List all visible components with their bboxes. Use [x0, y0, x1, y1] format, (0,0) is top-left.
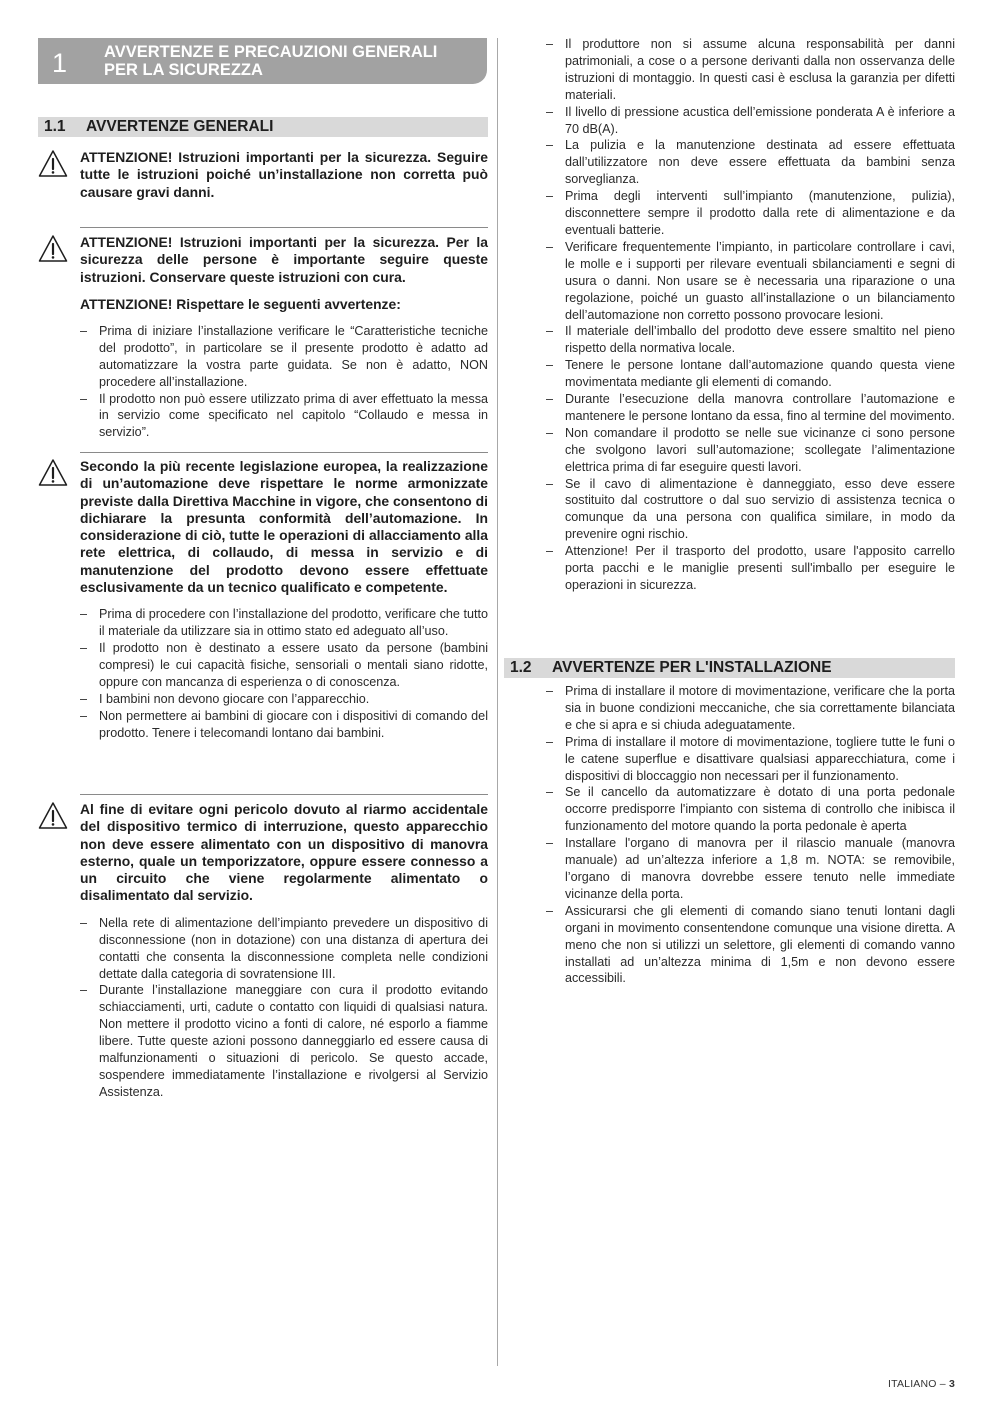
- section-number: 1.1: [44, 118, 66, 135]
- column-divider: [497, 38, 498, 1366]
- list-item: – La pulizia e la manutenzione destinata ad essere effettuata dall’utilizzatore non deve essere effettuata da bambini senza sorveglianza.: [546, 137, 955, 188]
- list-item: – Il materiale dell’imballo del prodotto deve essere smaltito nel pieno rispetto della normativa locale.: [546, 323, 955, 357]
- warning-text: ATTENZIONE! Istruzioni importanti per la sicurezza. Seguire tutte le istruzioni poiché un’installazione non corretta può causare gravi danni.: [80, 149, 488, 200]
- warning-text: ATTENZIONE! Istruzioni importanti per la sicurezza. Per la sicurezza delle persone è importante seguire queste istruzioni. Conservare queste istruzioni con cura.: [80, 234, 488, 285]
- general-warnings-list: [546, 36, 955, 594]
- list-item: – Prima di iniziare l’installazione verificare le “Caratteristiche tecniche del prodotto”, in particolare se il presente prodotto è adatto ad automatizzare la vostra parte guidata. Se non è adatto, NON procedere all’installazione.: [80, 323, 488, 391]
- list-item: – Tenere le persone lontane dall’automazione quando questa viene movimentata mediante gli elementi di comando.: [546, 357, 955, 391]
- list-item: – Durante l’esecuzione della manovra controllare l’automazione e mantenere le persone lontano da essa, fino al termine del movimento.: [546, 391, 955, 425]
- installation-warnings-list: [546, 683, 955, 987]
- warning-block-3: [38, 458, 488, 742]
- warning-text: Al fine di evitare ogni pericolo dovuto al riarmo accidentale del dispositivo termico di interruzione, questo apparecchio non deve essere alimentato con un dispositivo di manovra esterno, quale un temporizzatore, oppure essere connesso a un circuito che viene regolarmente alimentato o disalimentato dal servizio.: [80, 801, 488, 904]
- list-item: – Prima di installare il motore di movimentazione, togliere tutte le funi o le catene superflue e disattivare qualsiasi apparecchiatura, come i dispositivi di bloccaggio non necessari per il funzionamento.: [546, 734, 955, 785]
- list-item: – Attenzione! Per il trasporto del prodotto, usare l'apposito carrello porta pacchi e le maniglie presenti sull'imballo per eseguire le operazioni in sicurezza.: [546, 543, 955, 594]
- warning-triangle-icon: [38, 801, 68, 831]
- warning-triangle-icon: [38, 234, 68, 264]
- warning-block-1: [38, 149, 488, 201]
- list-item: – Verificare frequentemente l’impianto, in particolare controllare i cavi, le molle e i supporti per rilevare eventuali sbilanciamenti e segni di usura o danni. Non usare se è necessaria una riparazione o una regolazione, poiché un guasto all’installazione o un bilanciamento dell’automazione non corretto possono provocare lesioni.: [546, 239, 955, 324]
- separator-line: [80, 227, 488, 228]
- list-item: – Nella rete di alimentazione dell’impianto prevedere un dispositivo di disconnessione (non in dotazione) con una distanza di apertura dei contatti che consenta la disconnessione completa nelle condizioni dettate dalla categoria di sovratensione III.: [80, 915, 488, 983]
- list-item: – Non comandare il prodotto se nelle sue vicinanze ci sono persone che svolgono lavori sull’automazione; scollegate l’alimentazione elettrica prima di far eseguire questi lavori.: [546, 425, 955, 476]
- warning-2-list: [80, 323, 488, 441]
- separator-line: [80, 452, 488, 453]
- warning-text: Secondo la più recente legislazione europea, la realizzazione di un’automazione deve rispettare le norme armonizzate previste dalla Direttiva Macchine in vigore, che consentono di dichiarare la presunta conformità dell’automazione. In considerazione di ciò, tutte le operazioni di allacciamento alla rete elettrica, di collaudo, di messa in servizio e di manutenzione del prodotto devono essere effettuate esclusivamente da un tecnico qualificato e competente.: [80, 458, 488, 596]
- warning-block-4: [38, 801, 488, 1101]
- list-item: – Se il cavo di alimentazione è danneggiato, esso deve essere sostituito dal costruttore o dal suo servizio di assistenza tecnica o comunque da una persona con qualifica similare, in modo da prevenire ogni rischio.: [546, 476, 955, 544]
- warning-subheading: ATTENZIONE! Rispettare le seguenti avvertenze:: [80, 295, 401, 312]
- list-item: – Il prodotto non è destinato a essere usato da persone (bambini compresi) le cui capacità fisiche, sensoriali o mentali siano ridotte, oppure con mancanza di esperienza o di conoscenza.: [80, 640, 488, 691]
- footer-language: ITALIANO –: [888, 1378, 949, 1390]
- warning-triangle-icon: [38, 458, 68, 488]
- list-item: – Non permettere ai bambini di giocare con i dispositivi di comando del prodotto. Tenere i telecomandi lontano dai bambini.: [80, 708, 488, 742]
- page-footer: [888, 1378, 955, 1390]
- section-heading-1-1: [38, 117, 488, 137]
- list-item: – Se il cancello da automatizzare è dotato di una porta pedonale occorre predisporre l'impianto con sistema di controllo che inibisca il funzionamento del motore quando la porta pedonale è aperta: [546, 784, 955, 835]
- list-item: – Prima di procedere con l’installazione del prodotto, verificare che tutto il materiale da utilizzare sia in ottimo stato ed adeguato all’uso.: [80, 606, 488, 640]
- list-item: – Durante l’installazione maneggiare con cura il prodotto evitando schiacciamenti, urti, cadute o contatto con liquidi di qualsiasi natura. Non mettere il prodotto vicino a fonti di calore, né esporlo a fiamme libere. Tutte queste azioni possono danneggiarlo ed essere causa di malfunzionamenti o situazioni di pericolo. Se questo accade, sospendere immediatamente l’installazione e rivolgersi al Servizio Assistenza.: [80, 982, 488, 1100]
- list-item: – Assicurarsi che gli elementi di comando siano tenuti lontani dagli organi in movimento consentendone comunque una visione diretta. A meno che non si utilizzi un selettore, gli elementi di comando vanno installati ad un’altezza minima di 1,5m e non devono essere accessibili.: [546, 903, 955, 988]
- chapter-title-line-2: PER LA SICUREZZA: [104, 61, 263, 79]
- page-number: 3: [948, 1378, 955, 1390]
- chapter-number: 1: [52, 48, 68, 78]
- list-item: – Prima degli interventi sull’impianto (manutenzione, pulizia), disconnettere sempre il prodotto dalla rete di alimentazione e da eventuali batterie.: [546, 188, 955, 239]
- warning-3-list: [80, 606, 488, 741]
- chapter-header: [38, 38, 487, 84]
- chapter-title-line-1: AVVERTENZE E PRECAUZIONI GENERALI: [104, 43, 438, 61]
- warning-4-list: [80, 915, 488, 1101]
- list-item: – Il livello di pressione acustica dell’emissione ponderata A è inferiore a 70 dB(A).: [546, 104, 955, 138]
- chapter-title: [104, 43, 437, 79]
- list-item: – I bambini non devono giocare con l’apparecchio.: [80, 691, 488, 708]
- list-item: – Prima di installare il motore di movimentazione, verificare che la porta sia in buone condizioni meccaniche, che sia correttamente bilanciata e che si apra e si chiuda adeguatamente.: [546, 683, 955, 734]
- list-item: – Installare l'organo di manovra per il rilascio manuale (manovra manuale) ad un’altezza inferiore a 1,8 m. NOTA: se removibile, l’organo di manovra dovrebbe essere tenuto nelle immediate vicinanze della porta.: [546, 835, 955, 903]
- section-heading-1-2: [504, 658, 955, 678]
- list-item: – Il produttore non si assume alcuna responsabilità per danni patrimoniali, a cose o a persone derivanti dalla non osservanza delle istruzioni di montaggio. In questi casi è esclusa la garanzia per difetti materiali.: [546, 36, 955, 104]
- section-title: AVVERTENZE PER L'INSTALLAZIONE: [552, 659, 832, 676]
- list-item: – Il prodotto non può essere utilizzato prima di aver effettuato la messa in servizio come specificato nel capitolo “Collaudo e messa in servizio”.: [80, 391, 488, 442]
- section-title: AVVERTENZE GENERALI: [86, 118, 274, 135]
- separator-line: [80, 794, 488, 795]
- section-number: 1.2: [510, 659, 532, 676]
- warning-block-2: [38, 234, 488, 441]
- warning-triangle-icon: [38, 149, 68, 179]
